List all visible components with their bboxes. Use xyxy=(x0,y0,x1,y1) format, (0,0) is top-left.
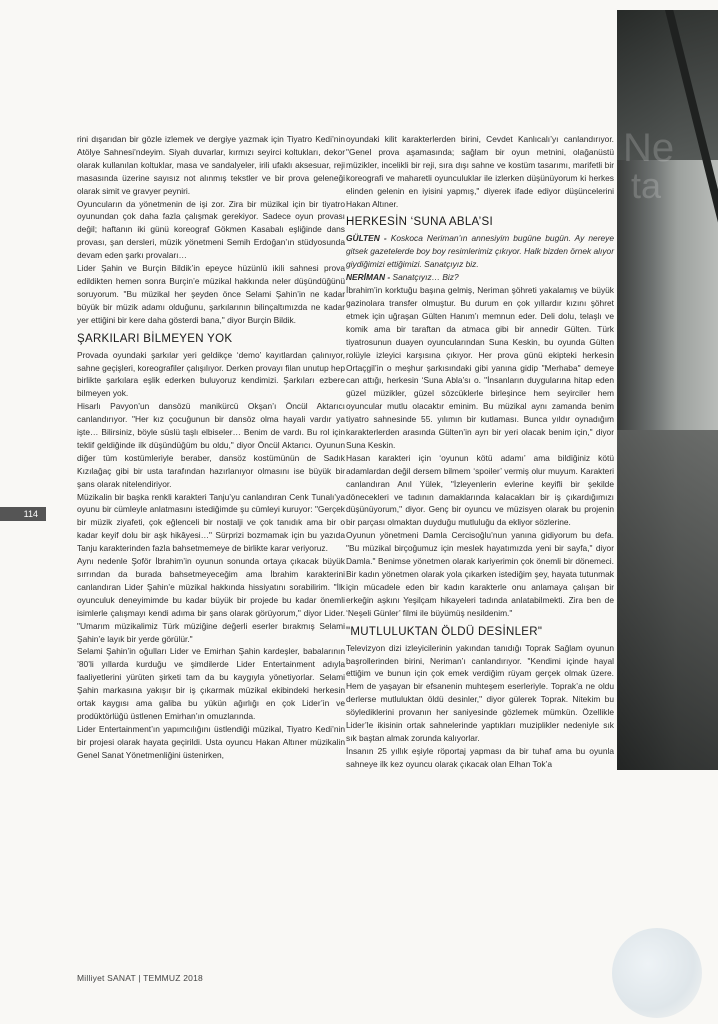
footer xyxy=(77,973,203,983)
right-column xyxy=(346,133,614,771)
dialogue-line xyxy=(346,271,614,284)
body-paragraph: Selami Şahin’in oğulları Lider ve Emirhan Şahin kardeşler, babalarının ’80’li yıllarda kurduğu ve şimdilerde Lider Entertainment adıyla faaliyetlerini yürüten şirketi tam da bu kaygıyla yönetiyorlar. Selami Şahin markasına yakışır bir iş çıkarmak müzikal ekibindeki herkesin ortak kaygısı ama galiba bu yükün ağırlığı en çok Lider’in ve prodüktörlüğü üstlenen Emirhan’ın omuzlarında. xyxy=(77,646,345,721)
section-heading: HERKESİN ‘SUNA ABLA’SI xyxy=(346,216,493,229)
photo-ghost-text: Ne xyxy=(623,126,675,170)
page-number: 114 xyxy=(0,507,46,521)
dialogue-line xyxy=(346,232,614,271)
body-paragraph: İbrahim’in korktuğu başına gelmiş, Neriman şöhreti yakalamış ve büyük gazinolara transfer olmuştur. Bu durum en çok yıllardır kızını şöhret etmek için uğraşan Gülten Hanım’ı memnun eder. Deli dolu, telaşlı ve komik ama bir taraftan da atmaca gibi bir annedir Gülten. Türk tiyatrosunun duayen oyuncularından Suna Keskin, bu oyunda Gülten rolüyle izleyici karşısına çıkıyor. Her prova günü ekipteki herkesin Ortaçgil’in o meşhur şarkısındaki gibi yanına gidip "Merhaba" demeye can attığı, herkesin ‘Suna Abla’sı o. "İnsanların duygularına hitap eden güzel müzikler, güzel sözcüklerle birleşince hem seyirciler hem oyuncular mutlu olacaktır eminim. Bu müzikal aynı zamanda benim tiyatro sahnesinde 55. yılımın bir kutlaması. Bunca yıldır oynadığım karakterlerden arasında Gülten’in ayrı bir yeri olacak benim için," diyor Suna Keskin. xyxy=(346,285,614,450)
dialogue-text: Sanatçıyız… Biz? xyxy=(390,272,459,283)
body-paragraph: Müzikalin bir başka renkli karakteri Tanju’yu canlandıran Cenk Tunalı’ya oyunu bir cümleyle anlatmasını istediğimde şu cümleyi kuruyor: "Gerçek bir müzik ziyafeti, çok eğlenceli bir nostalji ve çok tanıdık ama bir o kadar keyif dolu bir aşk hikâyesi…" Sürprizi bozmamak için bu yazıda Tanju karakterinden fazla bahsetmemeye de birlikte karar veriyoruz. xyxy=(77,491,345,554)
body-paragraph: Hasan karakteri için ‘oyunun kötü adamı’ ama bildiğiniz kötü adamlardan değil dersem bilmem ‘spoiler’ vermiş olur muyum. Karakteri canlandıran Anıl Yülek, "İzleyenlerin evlerine keyifli bir şekilde dönecekleri ve tadının damaklarında kalacakları bir iş çıkardığımızı düşünüyorum," diyor. Genç bir oyuncu ve müzisyen olarak bu projenin bir parçası olmaktan duyduğu mutluluğu da ekliyor sözlerine. xyxy=(346,452,614,528)
body-paragraph: Provada oyundaki şarkılar yeri geldikçe ‘demo’ kayıtlardan çalınıyor, sahne geçişleri, koreografiler çalışılıyor. Derken provayı filan unutup hep birlikte şarkılara eşlik ederken buluyoruz kendimizi. Şarkıları ezbere bilmeyen yok. xyxy=(77,349,345,399)
section-heading: ŞARKILARI BİLMEYEN YOK xyxy=(77,332,233,345)
body-paragraph: Lider Şahin ve Burçin Bildik’in epeyce hüzünlü ikili sahnesi prova edildikten hemen sonra Burçin’e müzikal hakkında neler düşündüğünü soruyorum. "Bu müzikal her şeyden önce Selami Şahin’in ne kadar büyük bir müzik adamı olduğunu, şarkılarının bilinçaltımızda ne kadar yer ettiğini bir kere daha gösterdi bana," diyor Burçin Bildik. xyxy=(77,263,345,325)
article-photo xyxy=(617,10,718,770)
photo-ghost-text: ta xyxy=(631,165,662,206)
body-paragraph: oyundaki kilit karakterlerden birini, Cevdet Kanlıcalı’yı canlandırıyor. "Genel prova aşamasında; sağlam bir oyun metnini, olağanüstü müzikler, incelikli bir reji, sıra dışı sahne ve kostüm tasarımı, marifetli bir koreografi ve maharetli oyunculuklar ile izlerken düşünüyorum ki herkes elinden gelenin en iyisini yapmış," diyerek ifade ediyor düşüncelerini Hakan Altıner. xyxy=(346,134,614,209)
body-paragraph: Oyunun yönetmeni Damla Cercisoğlu’nun yanına gidiyorum bu defa. "Bu müzikal birçoğumuz için meslek hayatımızda yeni bir sayfa," diyor Damla." Benimse yönetmen olarak kariyerimin çok önemli bir dönemeci. Bir kadın yönetmen olarak yola çıkarken istediğim şey, hayata tutunmak için mücadele eden bir kadın karakterle onu anlamaya çalışan bir erkeğin aşkını Yeşilçam hikayeleri tadında anlatabilmekti. Zira ben de ‘Neşeli Günler’ filmi ile büyümüş nesildenim." xyxy=(346,530,614,618)
body-paragraph: Oyuncuların da yönetmenin de işi zor. Zira bir müzikal için bir tiyatro oyunundan çok daha fazla çalışmak gerekiyor. Sadece oyun provası değil; haftanın iki günü koreograf Gökmen Kasabalı eşliğinde dans provası, şan dersleri, müzik yönetmeni Semih Erdoğan’ın stüdyosunda devam eden şarkı provaları… xyxy=(77,198,345,261)
decorative-circle xyxy=(612,928,702,1018)
left-column xyxy=(77,133,345,762)
body-paragraph: Hisarlı Pavyon’un dansözü manikürcü Okşan’ı Öncül Aktarıcı canlandırıyor. "Her kız çocuğunun bir dansöz olma hayali vardır ya işte… Bilirsiniz, böyle süslü taşlı elbiseler… Benim de vardı. Bu rol için teklif geldiğinde ilk düşündüğüm bu oldu," diyor Öncül Aktarıcı. Oyunun diğer tüm kostümleriyle beraber, dansöz kostümünün de Sadık Kızılağaç gibi bir usta tarafından hazırlanıyor olmasını ise büyük bir şans olarak nitelendiriyor. xyxy=(77,401,345,489)
dialogue-text: Koskoca Neriman’ın annesiyim bugüne bugün. Ay nereye gitsek gazetelerde boy boy resimlerimiz çıkıyor. Halk bizden örnek alıyor giydiğimizi ettiğimizi. Sanatçıyız biz. xyxy=(346,233,615,270)
body-paragraph: Televizyon dizi izleyicilerinin yakından tanıdığı Toprak Sağlam oyunun başrollerinden birini, Neriman’ı canlandırıyor. "Kendimi içinde hayal ettiğim ve bunun için çok emek verdiğim rüyam gerçek olmak üzere. Hem de yaşayan bir efsanenin muhteşem eserleriyle. Toprak’a ne oldu derlerse mutluluktan öldü desinler," diyor gülerek Toprak. Nitekim bu söylediklerini provanın her saniyesinde gözlemek mümkün. Özellikle Lider’le ikisinin ortak sahnelerinde yaptıkları muziplikler nedeniyle sık sık baştan almak zorunda kalıyorlar. xyxy=(346,642,614,743)
body-paragraph: rini dışarıdan bir gözle izlemek ve dergiye yazmak için Tiyatro Kedi’nin Atölye Sahnesi’ndeyim. Siyah duvarlar, kırmızı seyirci koltukları, dekor olarak kullanılan koltuklar, masa ve sandalyeler, irili ufaklı aksesuar, reji masasında üzerine sayısız not alınmış tekstler ve bir prova geleneği olarak simit ve gravyer peyniri. xyxy=(77,134,345,196)
footer-publication: Milliyet SANAT xyxy=(77,973,136,983)
dialogue-speaker: GÜLTEN - xyxy=(346,233,387,244)
footer-separator: | xyxy=(138,973,141,983)
dialogue-speaker: NERİMAN - xyxy=(346,272,391,283)
footer-issue: TEMMUZ 2018 xyxy=(143,973,203,983)
section-heading: "MUTLULUKTAN ÖLDÜ DESİNLER" xyxy=(346,625,543,638)
body-paragraph: Lider Entertainment’ın yapımcılığını üstlendiği müzikal, Tiyatro Kedi’nin bir projesi olarak hayata geçirildi. Usta oyuncu Hakan Altıner müzikalin Genel Sanat Yönetmenliğini üstenirken, xyxy=(77,723,345,760)
body-paragraph: Aynı nedenle Şoför İbrahim’in oyunun sonunda ortaya çıkacak büyük sırrından da burada bahsetmeyeceğim ama İbrahim karakterini canlandıran Lider Şahin’e müzikal hakkında hissiyatını sorabilirim. "İlk oyunculuk deneyimimde bu kadar büyük bir projede bu kadar önemli isimlerle çalışmayı kendi adıma bir şans olarak görüyorum," diyor Lider. "Umarım müzikalimiz Türk müziğine değerli eserler bırakmış Selami Şahin’e layık bir yerde görülür." xyxy=(77,556,345,644)
body-paragraph: İnsanın 25 yıllık eşiyle röportaj yapması da bir tuhaf ama bu oyunla sahneye ilk kez oyuncu olarak çıkacak olan Elhan Tok’a xyxy=(346,745,614,769)
